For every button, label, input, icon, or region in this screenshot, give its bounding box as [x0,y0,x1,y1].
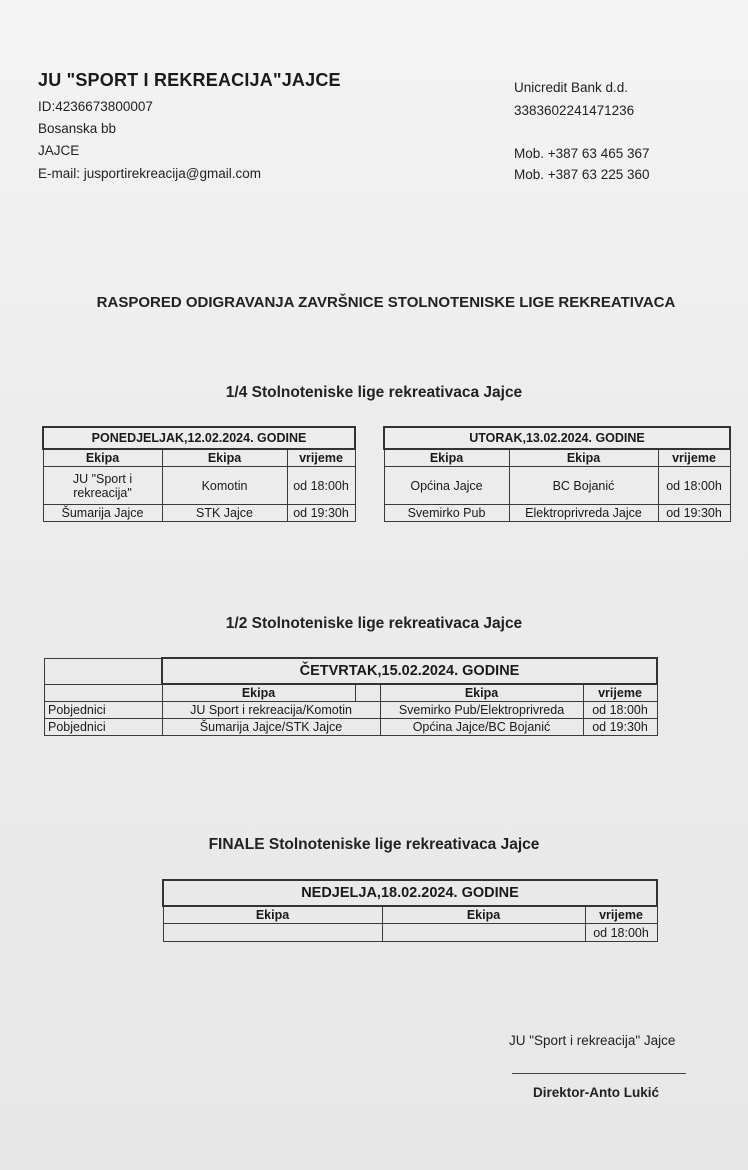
quarterfinal-table-tuesday [383,426,731,522]
table-cell: od 18:00h [658,467,730,505]
final-heading: FINALE Stolnoteniske lige rekreativaca Jajce [208,836,540,853]
empty-cell [163,924,382,942]
table-cell: od 19:30h [658,505,730,522]
column-header: Ekipa [382,906,585,924]
table-day-header: NEDJELJA,18.02.2024. GODINE [163,880,657,906]
table-cell: od 18:00h [585,924,657,942]
org-id: ID:4236673800007 [38,99,153,114]
table-cell: Šumarija Jajce/STK Jajce [162,719,380,736]
org-street: Bosanska bb [38,121,117,136]
empty-cell [45,684,163,702]
column-header: Ekipa [163,906,382,924]
table-cell: JU "Sport i rekreacija" [43,467,162,505]
column-header: vrijeme [583,684,657,702]
column-header: vrijeme [585,906,657,924]
column-header: Ekipa [380,684,583,702]
organization-name: JU "SPORT I REKREACIJA"JAJCE [38,70,341,90]
column-header: vrijeme [287,449,355,467]
final-table [162,879,658,942]
document-title: RASPORED ODIGRAVANJA ZAVRŠNICE STOLNOTENISKE LIGE REKREATIVACA [96,294,676,311]
quarterfinal-table-monday [42,426,356,522]
signature-line [512,1073,686,1074]
table-cell: Svemirko Pub/Elektroprivreda [380,702,583,719]
empty-cell [355,684,380,702]
table-cell: Komotin [162,467,287,505]
column-header: Ekipa [162,449,287,467]
semifinal-heading: 1/2 Stolnoteniske lige rekreativaca Jajce [225,615,523,632]
table-cell: STK Jajce [162,505,287,522]
bank-name: Unicredit Bank d.d. [514,80,629,95]
director-name: Direktor-Anto Lukić [533,1085,660,1100]
signature-organization: JU "Sport i rekreacija" Jajce [509,1033,676,1048]
column-header: Ekipa [43,449,162,467]
table-cell: Elektroprivreda Jajce [509,505,658,522]
table-day-header: PONEDJELJAK,12.02.2024. GODINE [43,427,355,449]
table-cell: Općina Jajce [384,467,509,505]
mobile-2: Mob. +387 63 225 360 [514,167,650,182]
table-day-header: ČETVRTAK,15.02.2024. GODINE [162,658,657,684]
empty-cell [45,658,163,684]
table-cell: Općina Jajce/BC Bojanić [380,719,583,736]
mobile-1: Mob. +387 63 465 367 [514,146,650,161]
bank-account: 3383602241471236 [514,103,635,118]
table-cell: Šumarija Jajce [43,505,162,522]
table-cell: JU Sport i rekreacija/Komotin [162,702,380,719]
table-cell: od 18:00h [287,467,355,505]
column-header: Ekipa [509,449,658,467]
org-city: JAJCE [38,143,80,158]
table-cell: BC Bojanić [509,467,658,505]
column-header: vrijeme [658,449,730,467]
column-header: Ekipa [162,684,355,702]
table-cell: Svemirko Pub [384,505,509,522]
empty-cell [382,924,585,942]
org-email: E-mail: jusportirekreacija@gmail.com [38,166,262,181]
table-cell: Pobjednici [45,702,163,719]
table-cell: od 18:00h [583,702,657,719]
table-day-header: UTORAK,13.02.2024. GODINE [384,427,730,449]
table-cell: od 19:30h [583,719,657,736]
column-header: Ekipa [384,449,509,467]
table-cell: od 19:30h [287,505,355,522]
table-cell: Pobjednici [45,719,163,736]
quarterfinal-heading: 1/4 Stolnoteniske lige rekreativaca Jajce [225,384,523,401]
semifinal-table [44,657,658,736]
